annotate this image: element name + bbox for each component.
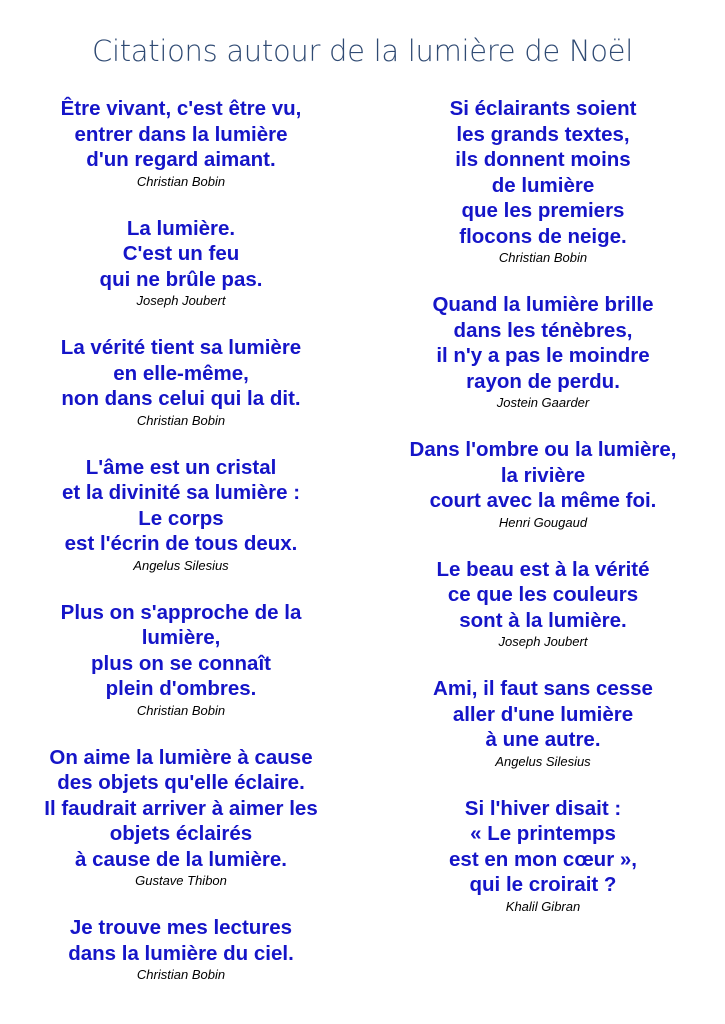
quote-line: dans les ténèbres,	[453, 318, 633, 342]
quote-author: Christian Bobin	[136, 967, 226, 982]
quote-spacer	[0, 308, 362, 335]
quote-line: sont à la lumière.	[459, 608, 627, 632]
quote-block	[0, 915, 362, 982]
quote-line: Il faudrait arriver à aimer les	[44, 796, 318, 820]
quote-author: Angelus Silesius	[495, 753, 591, 769]
quote-line: d'un regard aimant.	[86, 148, 276, 171]
quote-block	[362, 796, 724, 914]
quote-block	[362, 437, 724, 530]
quote-block	[0, 335, 362, 428]
quote-spacer	[362, 769, 724, 796]
quote-author: Angelus Silesius	[133, 557, 229, 573]
quote-author: Jostein Gaarder	[496, 395, 590, 410]
quote-line: court avec la même foi.	[429, 489, 657, 512]
quote-line: dans la lumière du ciel.	[68, 941, 294, 965]
quote-block	[362, 292, 724, 410]
quote-line: La vérité tient sa lumière	[60, 336, 302, 359]
quote-line: L'âme est un cristal	[85, 455, 277, 479]
quote-line: non dans celui qui la dit.	[61, 387, 301, 410]
quote-block	[362, 676, 724, 769]
quote-spacer	[362, 649, 724, 676]
quote-line: Quand la lumière brille	[432, 293, 654, 316]
quote-spacer	[0, 573, 362, 600]
quote-author: Christian Bobin	[136, 412, 226, 428]
quote-line: est en mon cœur »,	[449, 847, 637, 871]
quote-line: aller d'une lumière	[452, 702, 634, 726]
quote-block	[0, 96, 362, 189]
quote-author: Henri Gougaud	[498, 514, 588, 530]
quote-line: est l'écrin de tous deux.	[64, 532, 298, 555]
quote-line: flocons de neige.	[459, 224, 627, 248]
quotes-column-right	[362, 96, 724, 914]
quote-author: Joseph Joubert	[498, 634, 588, 649]
quote-line: La lumière.	[126, 216, 236, 240]
quote-line: en elle-même,	[113, 361, 249, 385]
quote-block	[0, 216, 362, 309]
quote-line: lumière,	[141, 626, 221, 649]
quote-line: C'est un feu	[122, 242, 240, 265]
quote-line: Ami, il faut sans cesse	[433, 677, 653, 700]
quote-line: des objets qu'elle éclaire.	[57, 771, 305, 794]
quote-spacer	[362, 530, 724, 557]
quote-line: « Le printemps	[470, 822, 616, 845]
quote-spacer	[0, 189, 362, 216]
quote-line: que les premiers	[461, 199, 625, 222]
quote-line: à une autre.	[485, 728, 601, 751]
quote-author: Christian Bobin	[498, 250, 588, 265]
quote-line: à cause de la lumière.	[75, 847, 287, 871]
quote-line: objets éclairés	[109, 822, 253, 845]
quotes-column-left	[0, 96, 362, 982]
quote-line: On aime la lumière à cause	[49, 745, 313, 769]
quote-spacer	[362, 265, 724, 292]
quote-line: ils donnent moins	[455, 148, 631, 171]
quote-block	[362, 96, 724, 265]
quote-author: Christian Bobin	[136, 173, 226, 189]
quote-line: la rivière	[500, 463, 586, 487]
quote-line: ce que les couleurs	[447, 583, 639, 606]
quote-spacer	[0, 428, 362, 455]
quote-line: Si l'hiver disait :	[464, 796, 622, 820]
quote-line: Le corps	[138, 506, 224, 530]
quote-line: Être vivant, c'est être vu,	[60, 97, 302, 120]
quote-line: rayon de perdu.	[466, 369, 620, 393]
quote-line: Dans l'ombre ou la lumière,	[409, 438, 677, 461]
quote-line: Plus on s'approche de la	[60, 600, 302, 624]
quote-author: Gustave Thibon	[135, 873, 227, 888]
quote-line: qui le croirait ?	[469, 873, 617, 896]
quote-line: de lumière	[491, 173, 595, 197]
quote-spacer	[0, 888, 362, 915]
quote-block	[0, 455, 362, 573]
quote-line: les grands textes,	[456, 122, 630, 146]
quote-line: Je trouve mes lectures	[69, 916, 293, 939]
quote-author: Joseph Joubert	[136, 293, 226, 308]
quote-block	[0, 600, 362, 718]
quote-spacer	[362, 410, 724, 437]
quote-line: plein d'ombres.	[105, 677, 257, 700]
quote-line: qui ne brûle pas.	[99, 267, 263, 291]
quote-author: Khalil Gibran	[505, 898, 581, 914]
quote-line: entrer dans la lumière	[74, 122, 288, 146]
quote-author: Christian Bobin	[136, 702, 226, 718]
quote-line: plus on se connaît	[91, 651, 271, 675]
page-title: Citations autour de la lumière de Noël	[92, 34, 633, 68]
quote-line: il n'y a pas le moindre	[436, 344, 650, 367]
quote-line: et la divinité sa lumière :	[61, 481, 301, 504]
quote-block	[362, 557, 724, 650]
quote-line: Si éclairants soient	[449, 97, 637, 120]
quote-spacer	[0, 718, 362, 745]
quote-block	[0, 745, 362, 889]
quote-line: Le beau est à la vérité	[436, 557, 650, 581]
